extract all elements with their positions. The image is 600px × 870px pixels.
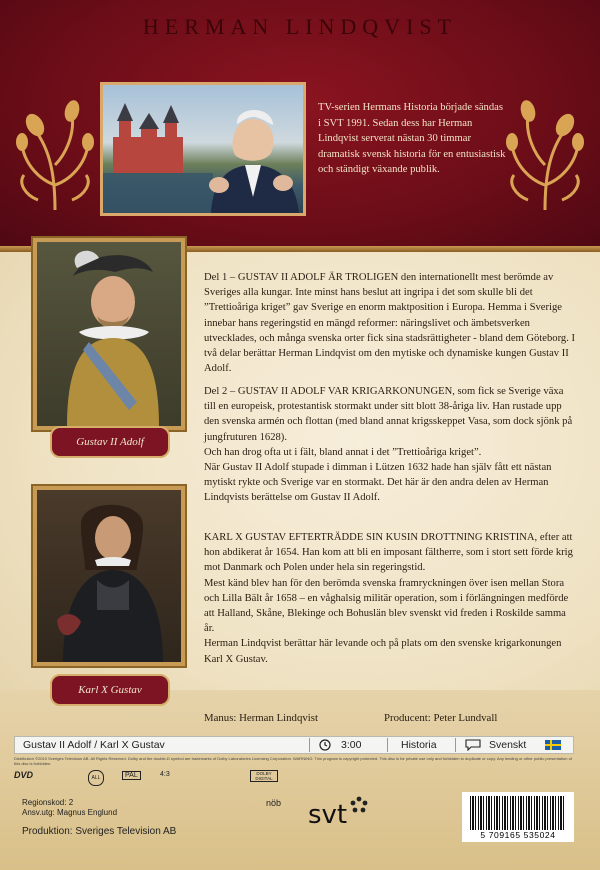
episode-3-paragraph-2: Mest känd blev han för den berömda svenska framryckningen över isen mellan Stora och Lilla Bält år 1658 – en våghalsig militär operation, som i förlängningen medförde att Halland, Skåne, Blekinge och Bohuslän blev svenskt vid freden i Roskilde samma år. [204, 577, 569, 635]
production-credit: Produktion: Sveriges Television AB [22, 826, 177, 837]
episode-2-body: som fick se Sverige växa till en europeisk, protestantisk stormakt under sitt blott 38-åriga liv. Han rustade upp den svenska armén och flottan (med bland annat krigsskeppet Vasa, som dock sjönk på jungfruturen 1628). [204, 386, 573, 443]
castle-and-host-illustration [103, 85, 303, 213]
speech-bubble-icon [465, 737, 481, 753]
episode-3-lead: KARL X GUSTAV EFTERTRÄDDE SIN KUSIN DROTTNING KRISTINA, [204, 532, 538, 543]
info-separator [387, 738, 388, 752]
svt-star-icon [350, 796, 368, 814]
host-photo [100, 82, 306, 216]
info-titles: Gustav II Adolf / Karl X Gustav [23, 739, 165, 751]
episode-3-paragraph-3: Herman Lindqvist berättar här levande och på plats om den svenske krigarkonungen Karl X Gustav. [204, 638, 562, 665]
swedish-flag-icon [545, 737, 561, 753]
region-all-icon: ALL [88, 770, 104, 786]
credit-manus: Manus: Herman Lindqvist [204, 712, 318, 724]
svt-wordmark: svt [308, 800, 348, 830]
episode-1-text [204, 270, 576, 376]
intro-text: TV-serien Hermans Historia började sändas i SVT 1991. Sedan dess har Herman Lindqvist serverat nästan 30 timmar dramatisk svensk historia för en entusiastisk och ständigt växande publik. [318, 102, 506, 176]
credit-producent: Producent: Peter Lundvall [384, 712, 498, 724]
responsible-publisher: Ansv.utg: Magnus Englund [22, 808, 118, 817]
info-separator [455, 738, 456, 752]
barcode [462, 792, 574, 842]
legal-notice: Distribution ©2010 Sveriges Television AB. All Rights Reserved. Dolby and the double-D symbol are trademarks of Dolby Laboratories Licensing Corporation. WARNING: This program is copyright protected. This disc is for private use only and forbidden to duplicate or copy. Any lending or other public presentation of this disc is forbidden. [14, 756, 572, 766]
episode-3-text [204, 530, 576, 667]
barcode-bars [470, 796, 566, 830]
episode-2-text [204, 384, 576, 506]
info-separator [309, 738, 310, 752]
episode-3-body: efter att hon abdikerat år 1654. Han kom att bli en imposant fältherre, som i stort sett förde krig mot Danmark och Polen under hela sin regeringstid. [204, 532, 573, 574]
nob-logo: nöb [266, 798, 282, 808]
episode-2-lead: Del 2 – GUSTAV II ADOLF VAR KRIGARKONUNGEN, [204, 386, 455, 397]
region-code: Regionskod: 2 [22, 798, 74, 807]
episode-2-paragraph-3: När Gustav II Adolf stupade i dimman i Lützen 1632 hade han själv fått ett nästan mytiskt rykte och Sverige var en stormakt. Det här är den andra delen av Herman Lindqvists berättelse om Gustav II Adolf. [204, 462, 552, 504]
dolby-digital-logo: DOLBY DIGITAL [250, 770, 278, 782]
portrait-gustav-ii-adolf [33, 238, 185, 430]
dvd-logo-icon: DVD [14, 770, 34, 780]
caption-karl-x-gustav: Karl X Gustav [50, 674, 170, 706]
episode-1-lead: Del 1 – GUSTAV II ADOLF ÄR TROLIGEN [204, 272, 399, 283]
pal-badge: PAL [122, 771, 141, 780]
right-flourish-ornament [500, 95, 590, 215]
left-flourish-ornament [10, 95, 100, 215]
aspect-ratio: 4:3 [160, 771, 170, 778]
svt-logo [308, 796, 368, 836]
info-genre: Historia [401, 739, 437, 751]
info-duration: 3:00 [341, 739, 362, 751]
clock-icon [319, 737, 331, 753]
caption-gustav-ii-adolf: Gustav II Adolf [50, 426, 170, 458]
portrait-karl-x-gustav [33, 486, 185, 666]
info-language: Svenskt [489, 739, 527, 751]
episode-2-paragraph-2: Och han drog ofta ut i fält, bland annat i det ”Trettioåriga kriget”. [204, 446, 482, 458]
author-title: HERMAN LINDQVIST [142, 14, 458, 39]
episode-1-body: den internationellt mest berömde av Sveriges alla kungar. Inte minst hans beslut att ingripa i det som skulle bli det ”Trettioåriga kriget” gav Sverige en enorm maktposition i Europa. Hemma i Sverige innebar hans regeringstid en mängd reformer: näringslivet och ämbetsverken utvecklades, och många svenska orter fick sina stadsrättigheter - bland dem Göteborg. I två delar berättar Herman Lindqvist om den mytiske och dynamiske kungen Gustav II Adolf. [204, 272, 576, 375]
barcode-number: 5 709165 535024 [480, 830, 556, 840]
info-bar [14, 736, 574, 754]
